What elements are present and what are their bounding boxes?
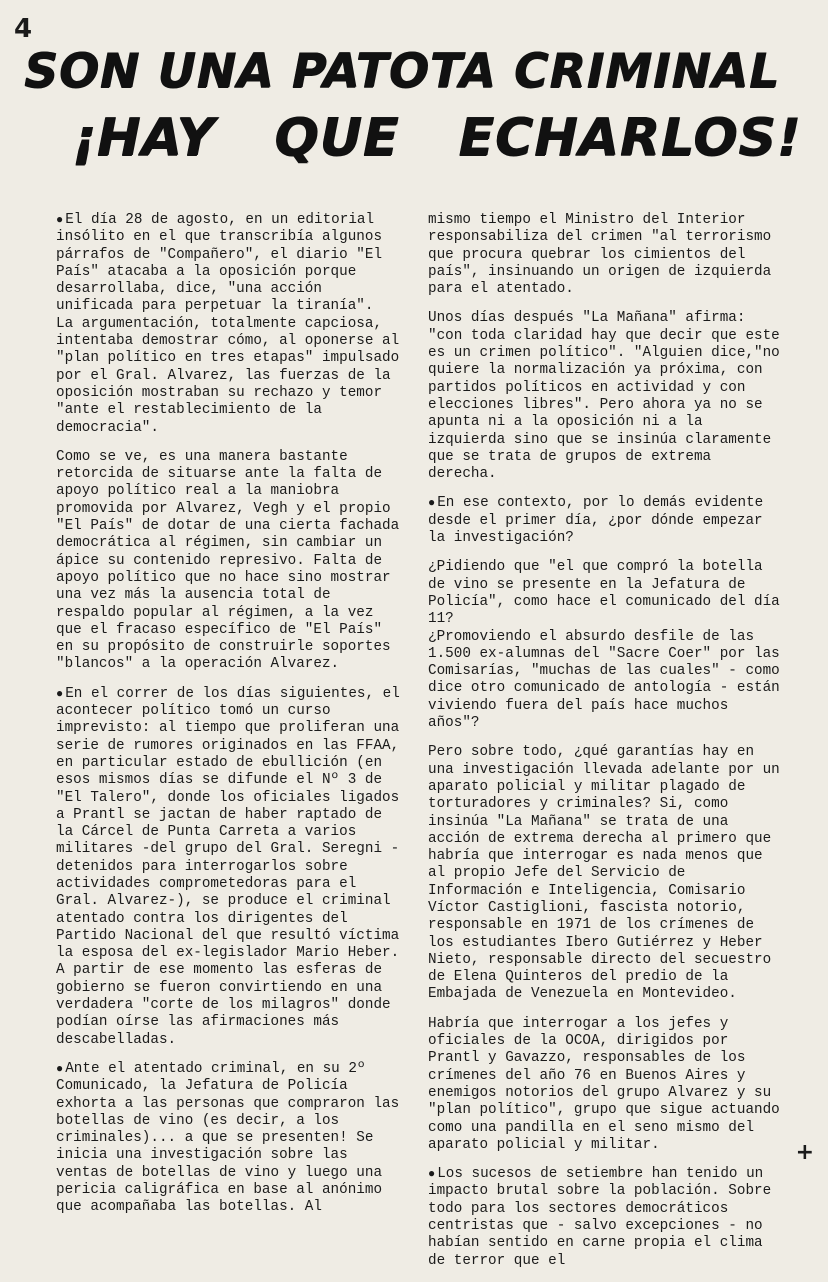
bullet-icon: ●	[428, 1167, 436, 1182]
bullet-icon: ●	[428, 496, 436, 511]
paragraph: Unos días después "La Mañana" afirma: "con toda claridad hay que decir que este es un crimen político". "Alguien dice,"no quiere la normalización ya próxima, con partidos políticos en actividad y con elecciones libres". Pero ahora ya no se apunta ni a la oposición ni a la izquierda sino que se insinúa claramente que se trata de grupos de extrema derecha.	[428, 310, 780, 483]
bullet-icon: ●	[56, 213, 64, 227]
paragraph: Pero sobre todo, ¿qué garantías hay en una investigación llevada adelante por un aparato policial y militar plagado de torturadores y criminales? Si, como insinúa "La Mañana" se trata de una acción de extrema derecha al primero que habría que interrogar es nada menos que al propio Jefe del Servicio de Información e Inteligencia, Comisario Víctor Castiglioni, fascista notorio, responsable en 1971 de los crímenes de los estudiantes Ibero Gutiérrez y Heber Nieto, responsable directo del secuestro de Elena Quinteros del predio de la Embajada de Venezuela en Montevideo.	[428, 744, 780, 1003]
paragraph: ● Ante el atentado criminal, en su 2º Comunicado, la Jefatura de Policía exhorta a las personas que compraron las botellas de vino (es decir, a los criminales)... a que se presenten! Se inicia una investigación sobre las ventas de botellas de vino y luego una pericia caligráfica en base al anónimo que acompañaba las botellas. Al	[56, 1060, 400, 1216]
headline-line-1: SON UNA PATOTA CRIMINAL	[24, 44, 780, 99]
edge-mark: +	[795, 1140, 814, 1165]
paragraph: mismo tiempo el Ministro del Interior responsabiliza del crimen "al terrorismo que procura quebrar los cimientos del país", insinuando un origen de izquierda para el atentado.	[428, 212, 772, 298]
right-column	[428, 212, 780, 1282]
left-column	[56, 212, 406, 1229]
headline-line-2: ¡HAY QUE ECHARLOS!	[72, 108, 802, 168]
page-number: 4	[14, 14, 33, 44]
bullet-icon: ●	[56, 1061, 64, 1076]
paragraph: ● Los sucesos de setiembre han tenido un impacto brutal sobre la población. Sobre todo para los sectores democráticos centristas que - salvo excepciones - no habían sentido en carne propia el clima de terror que el	[428, 1166, 772, 1269]
bullet-icon: ●	[56, 686, 64, 701]
paragraph: ● En el correr de los días siguientes, el acontecer político tomó un curso imprevisto: al tiempo que proliferan una serie de rumores originados en las FFAA, en particular estado de ebullición (en esos mismos días se difunde el Nº 3 de "El Talero", donde los oficiales ligados a Prantl se jactan de haber raptado de la Cárcel de Punta Carreta a varios militares -del grupo del Gral. Seregni - detenidos para interrogarlos sobre actividades comprometedoras para el Gral. Alvarez-), se produce el criminal atentado contra los dirigentes del Partido Nacional del que resultó víctima la esposa del ex-legislador Mario Heber. A partir de ese momento las esferas de gobierno se fueron convirtiendo en una verdadera "corte de los milagros" donde podían oírse las afirmaciones más descabelladas.	[56, 685, 400, 1048]
paragraph: Habría que interrogar a los jefes y oficiales de la OCOA, dirigidos por Prantl y Gavazzo, responsables de los crímenes del año 76 en Buenos Aires y enemigos notorios del grupo Alvarez y su "plan político", grupo que sigue actuando como una pandilla en el seno mismo del aparato policial y militar.	[428, 1015, 780, 1153]
paragraph: ¿Pidiendo que "el que compró la botella de vino se presente en la Jefatura de Policía", como hace el comunicado del día 11? ¿Promoviendo el absurdo desfile de las 1.500 ex-alumnas del "Sacre Coer" por las Comisarías, "muchas de las cuales" - como dice otro comunicado de antología - están viviendo fuera del país hace muchos años"?	[428, 559, 780, 732]
paragraph: ● El día 28 de agosto, en un editorial insólito en el que transcribía algunos párrafos de "Compañero", el diario "El País" atacaba a la oposición porque desarrollaba, dice, "una acción unificada para perpetuar la tiranía". La argumentación, totalmente capciosa, intentaba demostrar cómo, al oponerse al "plan político en tres etapas" impulsado por el Gral. Alvarez, las fuerzas de la oposición mostraban su rechazo y temor "ante el restablecimiento de la democracia".	[56, 212, 400, 436]
paragraph: Como se ve, es una manera bastante retorcida de situarse ante la falta de apoyo político real a la maniobra promovida por Alvarez, Vegh y el propio "El País" de dotar de una cierta fachada democrática al régimen, sin cambiar un ápice su contenido represivo. Falta de apoyo político que no hace sino mostrar una vez más la ausencia total de respaldo popular al régimen, a la vez que el fracaso específico de "El País" en su propósito de construirle soportes "blancos" a la operación Alvarez.	[56, 448, 400, 673]
paragraph: ● En ese contexto, por lo demás evidente desde el primer día, ¿por dónde empezar la investigación?	[428, 495, 764, 547]
